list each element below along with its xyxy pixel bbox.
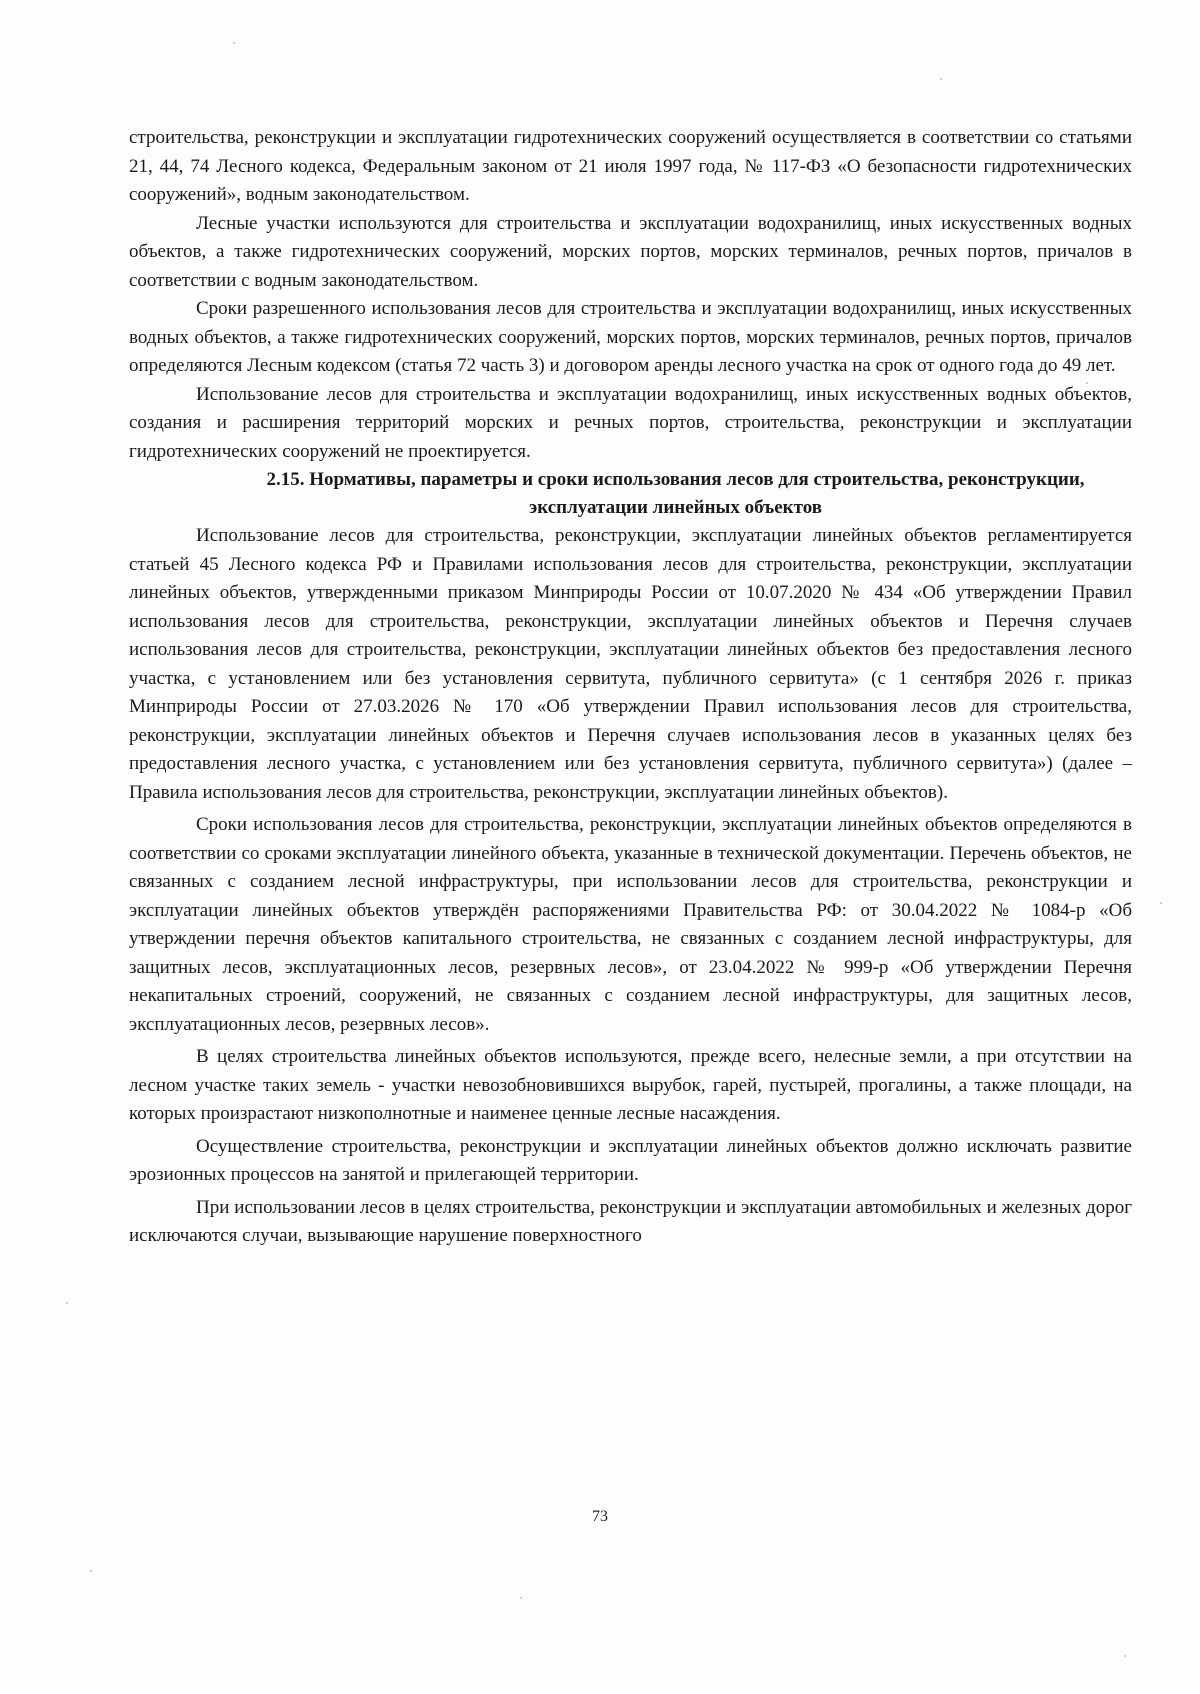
paragraph: Лесные участки используются для строительства и эксплуатации водохранилищ, иных искусственных водных объектов, а также гидротехнических сооружений, морских портов, морских терминалов, речных портов, причалов в соответствии с водным законодательством. xyxy=(129,212,1132,291)
scan-speck xyxy=(1086,382,1088,384)
section-heading: 2.15. Нормативы, параметры и сроки использования лесов для строительства, реконструкции, эксплуатации линейных объектов xyxy=(266,469,1085,518)
paragraph-continued: При использовании лесов в целях строительства, реконструкции и эксплуатации автомобильных и железных дорог исключаются случаи, вызывающие нарушение поверхностного xyxy=(129,1196,1132,1246)
paragraph: Использование лесов для строительства, реконструкции, эксплуатации линейных объектов регламентируется статьей 45 Лесного кодекса РФ и Правилами использования лесов для строительства, реконструкции, эксплуатации линейных объектов, утвержденными приказом Минприроды России от 10.07.2020 № 434 «Об утверждении Правил использования лесов для строительства, реконструкции, эксплуатации линейных объектов и Перечня случаев использования лесов для строительства, реконструкции, эксплуатации линейных объектов без предоставления лесного участка, с установлением или без установления сервитута, публичного сервитута» (с 1 сентября 2026 г. приказ Минприроды России от 27.03.2026 № 170 «Об утверждении Правил использования лесов для строительства, реконструкции, эксплуатации линейных объектов и Перечня случаев использования лесов в указанных целях без предоставления лесного участка, с установлением или без установления сервитута, публичного сервитута») (далее – Правила использования лесов для строительства, реконструкции, эксплуатации линейных объектов). xyxy=(129,525,1132,803)
document-body xyxy=(129,124,1132,1251)
scan-speck xyxy=(1124,1655,1126,1657)
paragraph: В целях строительства линейных объектов используются, прежде всего, нелесные земли, а при отсутствии на лесном участке таких земель - участки невозобновившихся вырубок, гарей, пустырей, прогалины, а также площади, на которых произрастают низкополнотные и наименее ценные лесные насаждения. xyxy=(129,1046,1132,1124)
scan-speck xyxy=(1160,902,1162,904)
scan-speck xyxy=(940,78,942,80)
paragraph-continuation: строительства, реконструкции и эксплуатации гидротехнических сооружений осуществляется в соответствии со статьями 21, 44, 74 Лесного кодекса, Федеральным законом от 21 июля 1997 года, № 117-ФЗ «О безопасности гидротехнических сооружений», водным законодательством. xyxy=(129,127,1132,205)
paragraph: Сроки разрешенного использования лесов для строительства и эксплуатации водохранилищ, иных искусственных водных объектов, а также гидротехнических сооружений, морских портов, морских терминалов, речных портов, причалов определяются Лесным кодексом (статья 72 часть 3) и договором аренды лесного участка на срок от одного года до 49 лет. xyxy=(129,298,1132,376)
scan-speck xyxy=(66,1302,68,1304)
scan-speck xyxy=(233,42,235,44)
scan-speck xyxy=(90,1570,92,1572)
paragraph: Сроки использования лесов для строительства, реконструкции, эксплуатации линейных объектов определяются в соответствии со сроками эксплуатации линейного объекта, указанные в технической документации. Перечень объектов, не связанных с созданием лесной инфраструктуры, при использовании лесов для строительства, реконструкции и эксплуатации линейных объектов утверждён распоряжениями Правительства РФ: от 30.04.2022 № 1084-р «Об утверждении перечня объектов капитального строительства, не связанных с созданием лесной инфраструктуры, для защитных лесов, эксплуатационных лесов, резервных лесов», от 23.04.2022 № 999-р «Об утверждении Перечня некапитальных строений, сооружений, не связанных с созданием лесной инфраструктуры, для защитных лесов, эксплуатационных лесов, резервных лесов». xyxy=(129,814,1132,1035)
paragraph: Осуществление строительства, реконструкции и эксплуатации линейных объектов должно исключать развитие эрозионных процессов на занятой и прилегающей территории. xyxy=(129,1135,1132,1185)
page-number: 73 xyxy=(592,1508,608,1525)
scan-speck xyxy=(520,1597,522,1599)
paragraph: Использование лесов для строительства и эксплуатации водохранилищ, иных искусственных водных объектов, создания и расширения территорий морских и речных портов, строительства, реконструкции и эксплуатации гидротехнических сооружений не проектируется. xyxy=(129,383,1132,462)
